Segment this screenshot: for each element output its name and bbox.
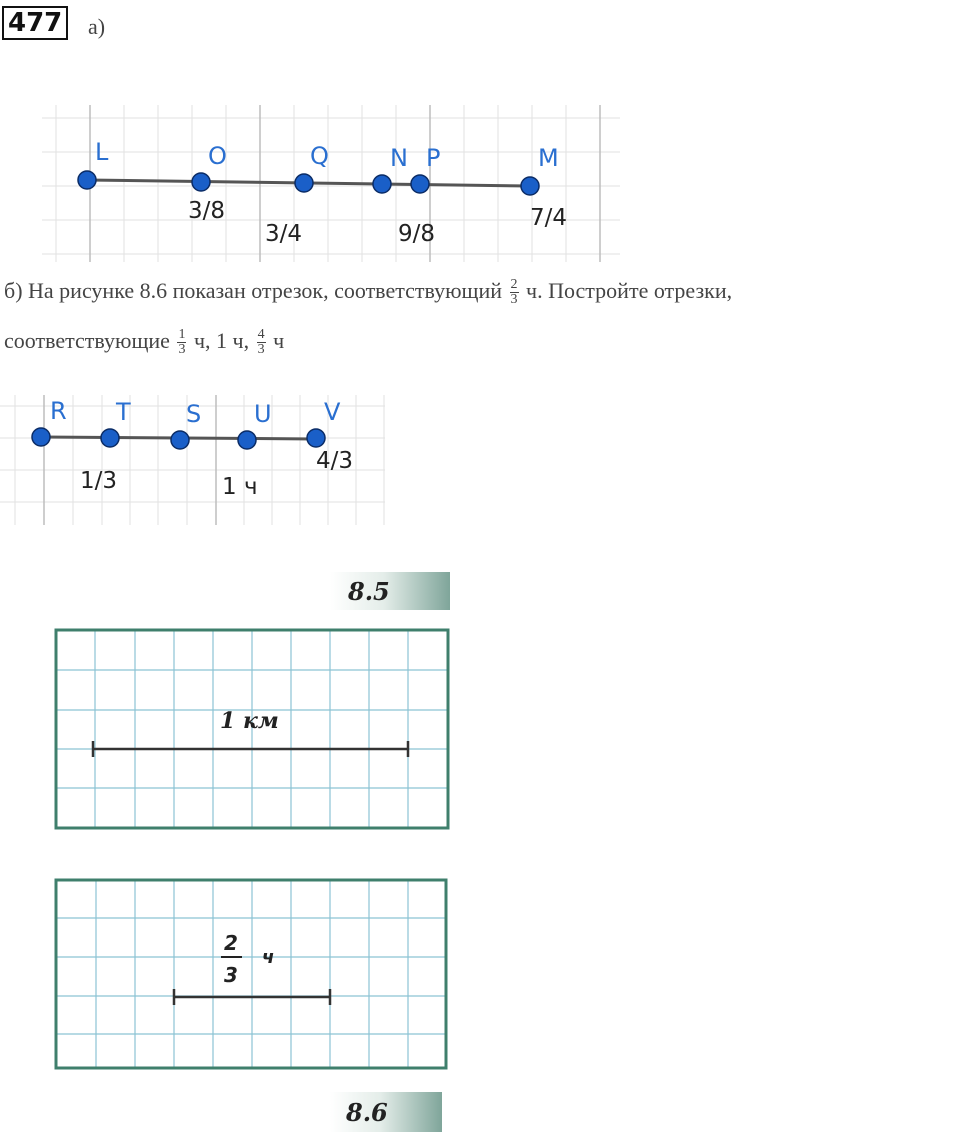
point-name-M: M — [538, 144, 559, 172]
point-name-L: L — [95, 138, 109, 166]
point-value-O: 3/8 — [188, 198, 226, 224]
fraction-denominator: 3 — [224, 963, 238, 987]
part-b-text-line-2 — [4, 327, 284, 357]
point-name-Q: Q — [310, 142, 329, 170]
point-value-M: 7/4 — [530, 205, 568, 231]
fraction: $\frac{1}{3}$ — [178, 327, 186, 358]
point-name-S: S — [186, 400, 202, 428]
segment-fraction-2-3 — [221, 931, 274, 987]
point-U — [238, 431, 256, 449]
point-O — [192, 173, 210, 191]
segment-1-km — [93, 741, 408, 757]
point-L — [78, 171, 96, 189]
point-P — [411, 175, 429, 193]
point-S — [171, 431, 189, 449]
figure-tag: 8.5 — [348, 577, 390, 606]
point-name-P: P — [426, 144, 441, 172]
part-b-text: ч, 1 ч, — [193, 328, 250, 353]
point-value-V: 4/3 — [316, 448, 354, 474]
fraction-numerator: 2 — [224, 931, 238, 955]
point-value-Q: 3/4 — [265, 221, 303, 247]
point-name-U: U — [254, 400, 272, 428]
point-name-N: N — [390, 144, 408, 172]
point-T — [101, 429, 119, 447]
point-name-T: T — [116, 398, 131, 426]
point-N — [373, 175, 391, 193]
point-name-R: R — [50, 397, 67, 425]
fraction: $\frac{2}{3}$ — [510, 277, 518, 308]
point-Q — [295, 174, 313, 192]
fraction: $\frac{4}{3}$ — [257, 327, 265, 358]
point-R — [32, 428, 50, 446]
point-name-V: V — [324, 398, 341, 426]
point-name-O: O — [208, 142, 227, 170]
point-value-T: 1/3 — [80, 468, 118, 494]
point-value-P: 9/8 — [398, 221, 436, 247]
part-a-label: а) — [88, 14, 106, 39]
problem-number: 477 — [2, 6, 68, 40]
point-V — [307, 429, 325, 447]
part-b-text: ч. Постройте отрезки, — [526, 278, 733, 303]
point-value-U: 1 ч — [222, 474, 258, 500]
segment-label-1-km: 1 км — [220, 708, 279, 734]
part-b-text: соответствующие — [4, 328, 170, 353]
part-b-text-line-1 — [4, 277, 732, 307]
point-M — [521, 177, 539, 195]
figure-8-6 — [0, 870, 470, 1142]
part-b-text: б) На рисунке 8.6 показан отрезок, соответствующий — [4, 278, 503, 303]
number-line-b — [0, 390, 400, 530]
number-line-a — [0, 100, 640, 265]
figure-8-5 — [0, 560, 470, 840]
part-b-text: ч — [273, 328, 285, 353]
figure-tag: 8.6 — [346, 1098, 388, 1127]
segment-unit: ч — [262, 947, 275, 968]
